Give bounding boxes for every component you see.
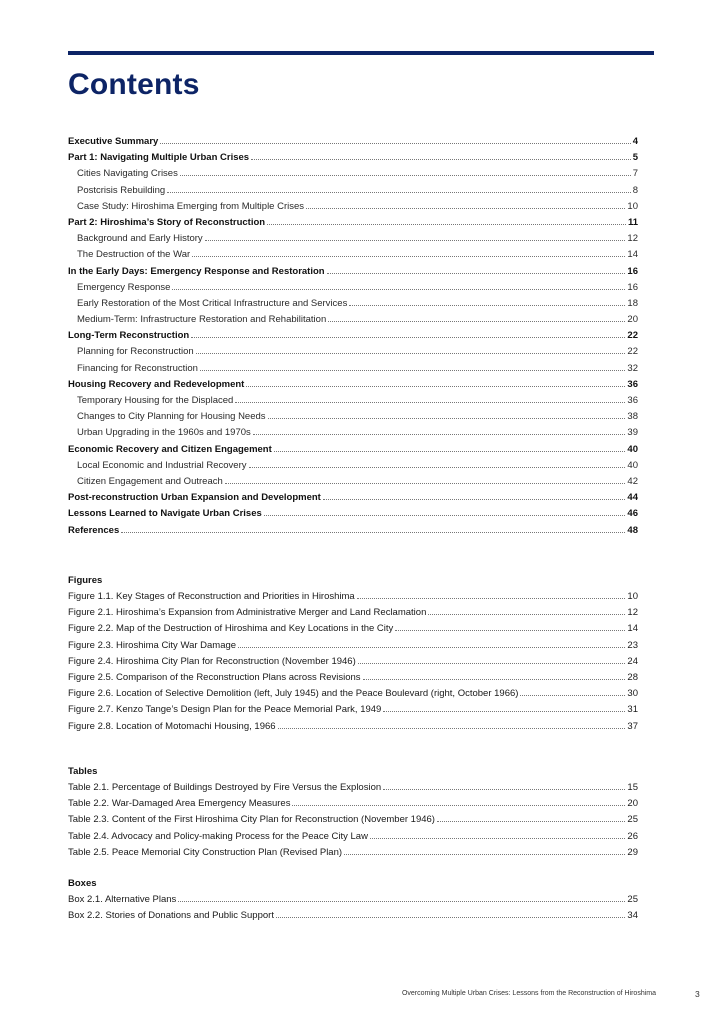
dot-leader	[196, 352, 626, 354]
figures-heading: Figures	[68, 575, 103, 586]
toc-entry-label: Figure 2.5. Comparison of the Reconstruction Plans across Revisions	[68, 671, 361, 683]
dot-leader	[267, 223, 626, 225]
dot-leader	[167, 191, 631, 193]
toc-entry-label: Lessons Learned to Navigate Urban Crises	[68, 508, 262, 520]
toc-entry-page: 8	[632, 184, 638, 196]
toc-entry-page: 16	[627, 281, 638, 293]
toc-entry-page: 4	[632, 136, 638, 147]
dot-leader	[383, 710, 625, 712]
toc-entry-label: Figure 2.2. Map of the Destruction of Hiroshima and Key Locations in the City	[68, 623, 394, 635]
dot-leader	[238, 646, 625, 648]
toc-entry[interactable]	[68, 908, 638, 924]
toc-entry-label: Early Restoration of the Most Critical Infrastructure and Services	[77, 297, 348, 309]
dot-leader	[192, 255, 625, 257]
footer-text: Overcoming Multiple Urban Crises: Lessons from the Reconstruction of Hiroshima	[401, 990, 656, 997]
toc-entry-label: Housing Recovery and Redevelopment	[68, 378, 245, 390]
toc-entry-label: Citizen Engagement and Outreach	[77, 475, 223, 487]
dot-leader	[370, 837, 625, 839]
dot-leader	[249, 466, 626, 468]
dot-leader	[349, 304, 625, 306]
toc-tables-section	[68, 764, 638, 861]
dot-leader	[383, 788, 625, 790]
toc-entry[interactable]	[68, 361, 638, 377]
page-number: 3	[695, 989, 700, 999]
toc-entry-label: Planning for Reconstruction	[77, 346, 194, 358]
toc-entry-page: 23	[627, 639, 638, 651]
toc-entry-page: 25	[627, 894, 638, 905]
toc-entry[interactable]	[68, 829, 638, 845]
toc-entry[interactable]	[68, 490, 638, 506]
toc-entry-page: 16	[627, 265, 638, 277]
toc-entry-label: Table 2.4. Advocacy and Policy-making Process for the Peace City Law	[68, 830, 368, 842]
toc-entry-page: 32	[627, 362, 638, 374]
toc-entry-page: 36	[627, 395, 638, 406]
toc-entry[interactable]	[68, 638, 638, 654]
toc-entry[interactable]	[68, 409, 638, 425]
toc-entry[interactable]	[68, 780, 638, 796]
toc-entry-label: Long-Term Reconstruction	[68, 330, 190, 342]
toc-entry-page: 7	[632, 168, 638, 180]
toc-entry-label: Economic Recovery and Citizen Engagement	[68, 443, 272, 455]
toc-boxes-section	[68, 876, 638, 924]
toc-entry-label: Postcrisis Rebuilding	[77, 184, 166, 196]
toc-entry-label: Executive Summary	[68, 136, 159, 147]
toc-entry-label: Part 2: Hiroshima’s Story of Reconstruction	[68, 216, 266, 228]
toc-entry-label: Figure 2.6. Location of Selective Demolition (left, July 1945) and the Peace Boulevard (right, October 1966)	[68, 688, 519, 700]
dot-leader	[274, 450, 626, 452]
toc-entry[interactable]	[68, 442, 638, 458]
toc-entry-label: Figure 2.1. Hiroshima’s Expansion from Administrative Merger and Land Reclamation	[68, 607, 427, 619]
toc-entry[interactable]	[68, 605, 638, 621]
toc-entry[interactable]	[68, 312, 638, 328]
toc-entry-page: 42	[627, 475, 638, 487]
toc-entry[interactable]	[68, 845, 638, 861]
toc-entry-label: Case Study: Hiroshima Emerging from Multiple Crises	[77, 200, 305, 212]
toc-entry-label: Medium-Term: Infrastructure Restoration and Rehabilitation	[77, 314, 327, 326]
toc-entry-label: Figure 2.3. Hiroshima City War Damage	[68, 639, 237, 651]
toc-entry[interactable]	[68, 670, 638, 686]
toc-entry-page: 24	[627, 655, 638, 667]
toc-entry-page: 22	[627, 346, 638, 358]
page-title: Contents	[68, 68, 200, 101]
toc-entry-label: In the Early Days: Emergency Response and Restoration	[68, 265, 325, 277]
tables-list	[68, 780, 638, 861]
toc-entry[interactable]	[68, 654, 638, 670]
toc-entry-label: Post-reconstruction Urban Expansion and Development	[68, 492, 321, 504]
dot-leader	[327, 272, 626, 274]
toc-entry-page: 38	[627, 411, 638, 423]
figures-list	[68, 589, 638, 735]
toc-entry-label: The Destruction of the War	[77, 249, 191, 261]
toc-entry-page: 28	[627, 671, 638, 683]
toc-entry-label: Financing for Reconstruction	[77, 362, 198, 374]
dot-leader	[172, 288, 625, 290]
toc-entry[interactable]	[68, 702, 638, 718]
boxes-heading: Boxes	[68, 878, 97, 889]
toc-entry[interactable]	[68, 686, 638, 702]
toc-entry-page: 5	[632, 152, 638, 164]
toc-entry[interactable]	[68, 247, 638, 263]
toc-entry-label: References	[68, 524, 120, 536]
toc-entry[interactable]	[68, 296, 638, 312]
dot-leader	[357, 597, 626, 599]
toc-entry-label: Table 2.2. War-Damaged Area Emergency Measures	[68, 798, 291, 810]
toc-entry-label: Emergency Response	[77, 281, 171, 293]
dot-leader	[437, 820, 625, 822]
toc-entry[interactable]	[68, 796, 638, 812]
toc-entry-page: 36	[627, 378, 638, 390]
toc-entry-label: Urban Upgrading in the 1960s and 1970s	[77, 427, 251, 439]
toc-entry-page: 20	[627, 314, 638, 326]
toc-entry-page: 12	[627, 607, 638, 619]
toc-entry[interactable]	[68, 328, 638, 344]
toc-entry[interactable]	[68, 199, 638, 215]
toc-entry[interactable]	[68, 231, 638, 247]
toc-figures-section	[68, 573, 638, 735]
toc-entry[interactable]	[68, 621, 638, 637]
toc-entry-page: 30	[627, 688, 638, 700]
dot-leader	[428, 613, 625, 615]
toc-entry-page: 15	[627, 782, 638, 793]
toc-entry[interactable]	[68, 812, 638, 828]
toc-entry-page: 34	[627, 910, 638, 922]
toc-entry[interactable]	[68, 344, 638, 360]
toc-entry-label: Temporary Housing for the Displaced	[77, 395, 234, 406]
dot-leader	[225, 482, 626, 484]
toc-entry-page: 22	[627, 330, 638, 342]
toc-entry-label: Figure 2.4. Hiroshima City Plan for Reconstruction (November 1946)	[68, 655, 356, 667]
toc-entry-label: Table 2.1. Percentage of Buildings Destroyed by Fire Versus the Explosion	[68, 782, 382, 793]
toc-entry[interactable]	[68, 719, 638, 735]
toc-entry-label: Table 2.3. Content of the First Hiroshima City Plan for Reconstruction (November 1946)	[68, 814, 435, 826]
toc-entry-label: Changes to City Planning for Housing Needs	[77, 411, 266, 423]
toc-entry-label: Figure 1.1. Key Stages of Reconstruction and Priorities in Hiroshima	[68, 591, 355, 602]
toc-entry-page: 11	[627, 216, 638, 228]
toc-entry[interactable]	[68, 280, 638, 296]
toc-entry[interactable]	[68, 506, 638, 522]
toc-entry-label: Local Economic and Industrial Recovery	[77, 459, 247, 471]
dot-leader	[278, 727, 626, 729]
dot-leader	[205, 239, 626, 241]
toc-entry-page: 46	[627, 508, 638, 520]
toc-entry[interactable]	[68, 474, 638, 490]
toc-entry-label: Box 2.2. Stories of Donations and Public Support	[68, 910, 274, 922]
toc-main-list	[68, 134, 638, 539]
dot-leader	[520, 694, 625, 696]
dot-leader	[306, 207, 625, 209]
toc-entry-label: Box 2.1. Alternative Plans	[68, 894, 177, 905]
toc-entry[interactable]	[68, 215, 638, 231]
dot-leader	[323, 498, 626, 500]
dot-leader	[200, 369, 626, 371]
dot-leader	[253, 433, 626, 435]
dot-leader	[358, 662, 626, 664]
dot-leader	[180, 174, 631, 176]
toc-entry-page: 14	[627, 623, 638, 635]
dot-leader	[268, 417, 626, 419]
toc-entry-label: Table 2.5. Peace Memorial City Construction Plan (Revised Plan)	[68, 846, 343, 858]
toc-entry-page: 39	[627, 427, 638, 439]
toc-entry[interactable]	[68, 523, 638, 539]
toc-entry-label: Figure 2.8. Location of Motomachi Housing, 1966	[68, 720, 276, 732]
toc-entry[interactable]	[68, 166, 638, 182]
dot-leader	[363, 678, 626, 680]
toc-entry[interactable]	[68, 183, 638, 199]
dot-leader	[191, 336, 625, 338]
dot-leader	[178, 900, 625, 902]
dot-leader	[235, 401, 625, 403]
toc-entry[interactable]	[68, 150, 638, 166]
toc-entry[interactable]	[68, 393, 638, 409]
toc-entry-page: 31	[627, 704, 638, 716]
boxes-list	[68, 892, 638, 924]
dot-leader	[121, 531, 625, 533]
toc-entry[interactable]	[68, 134, 638, 150]
toc-entry-page: 10	[627, 200, 638, 212]
dot-leader	[160, 142, 630, 144]
toc-entry[interactable]	[68, 458, 638, 474]
toc-entry[interactable]	[68, 425, 638, 441]
toc-entry-page: 10	[627, 591, 638, 602]
toc-entry-page: 12	[627, 233, 638, 245]
toc-entry[interactable]	[68, 377, 638, 393]
toc-entry-page: 29	[627, 846, 638, 858]
toc-entry-page: 14	[627, 249, 638, 261]
toc-entry-page: 40	[627, 459, 638, 471]
toc-entry-page: 25	[627, 814, 638, 826]
tables-heading: Tables	[68, 766, 98, 777]
dot-leader	[246, 385, 625, 387]
dot-leader	[328, 320, 625, 322]
toc-entry-page: 40	[627, 443, 638, 455]
toc-entry-page: 18	[627, 297, 638, 309]
toc-entry-label: Cities Navigating Crises	[77, 168, 178, 180]
toc-entry-label: Background and Early History	[77, 233, 203, 245]
dot-leader	[292, 804, 625, 806]
toc-entry-page: 20	[627, 798, 638, 810]
toc-entry[interactable]	[68, 589, 638, 605]
dot-leader	[251, 158, 631, 160]
toc-entry-page: 44	[627, 492, 638, 504]
dot-leader	[264, 514, 626, 516]
toc-entry-label: Part 1: Navigating Multiple Urban Crises	[68, 152, 250, 164]
dot-leader	[395, 629, 625, 631]
dot-leader	[276, 916, 625, 918]
top-rule	[68, 51, 654, 55]
dot-leader	[344, 853, 625, 855]
toc-entry-label: Figure 2.7. Kenzo Tange’s Design Plan for the Peace Memorial Park, 1949	[68, 704, 382, 716]
toc-entry[interactable]	[68, 264, 638, 280]
toc-entry[interactable]	[68, 892, 638, 908]
toc-entry-page: 48	[627, 524, 638, 536]
toc-entry-page: 26	[627, 830, 638, 842]
toc-entry-page: 37	[627, 720, 638, 732]
